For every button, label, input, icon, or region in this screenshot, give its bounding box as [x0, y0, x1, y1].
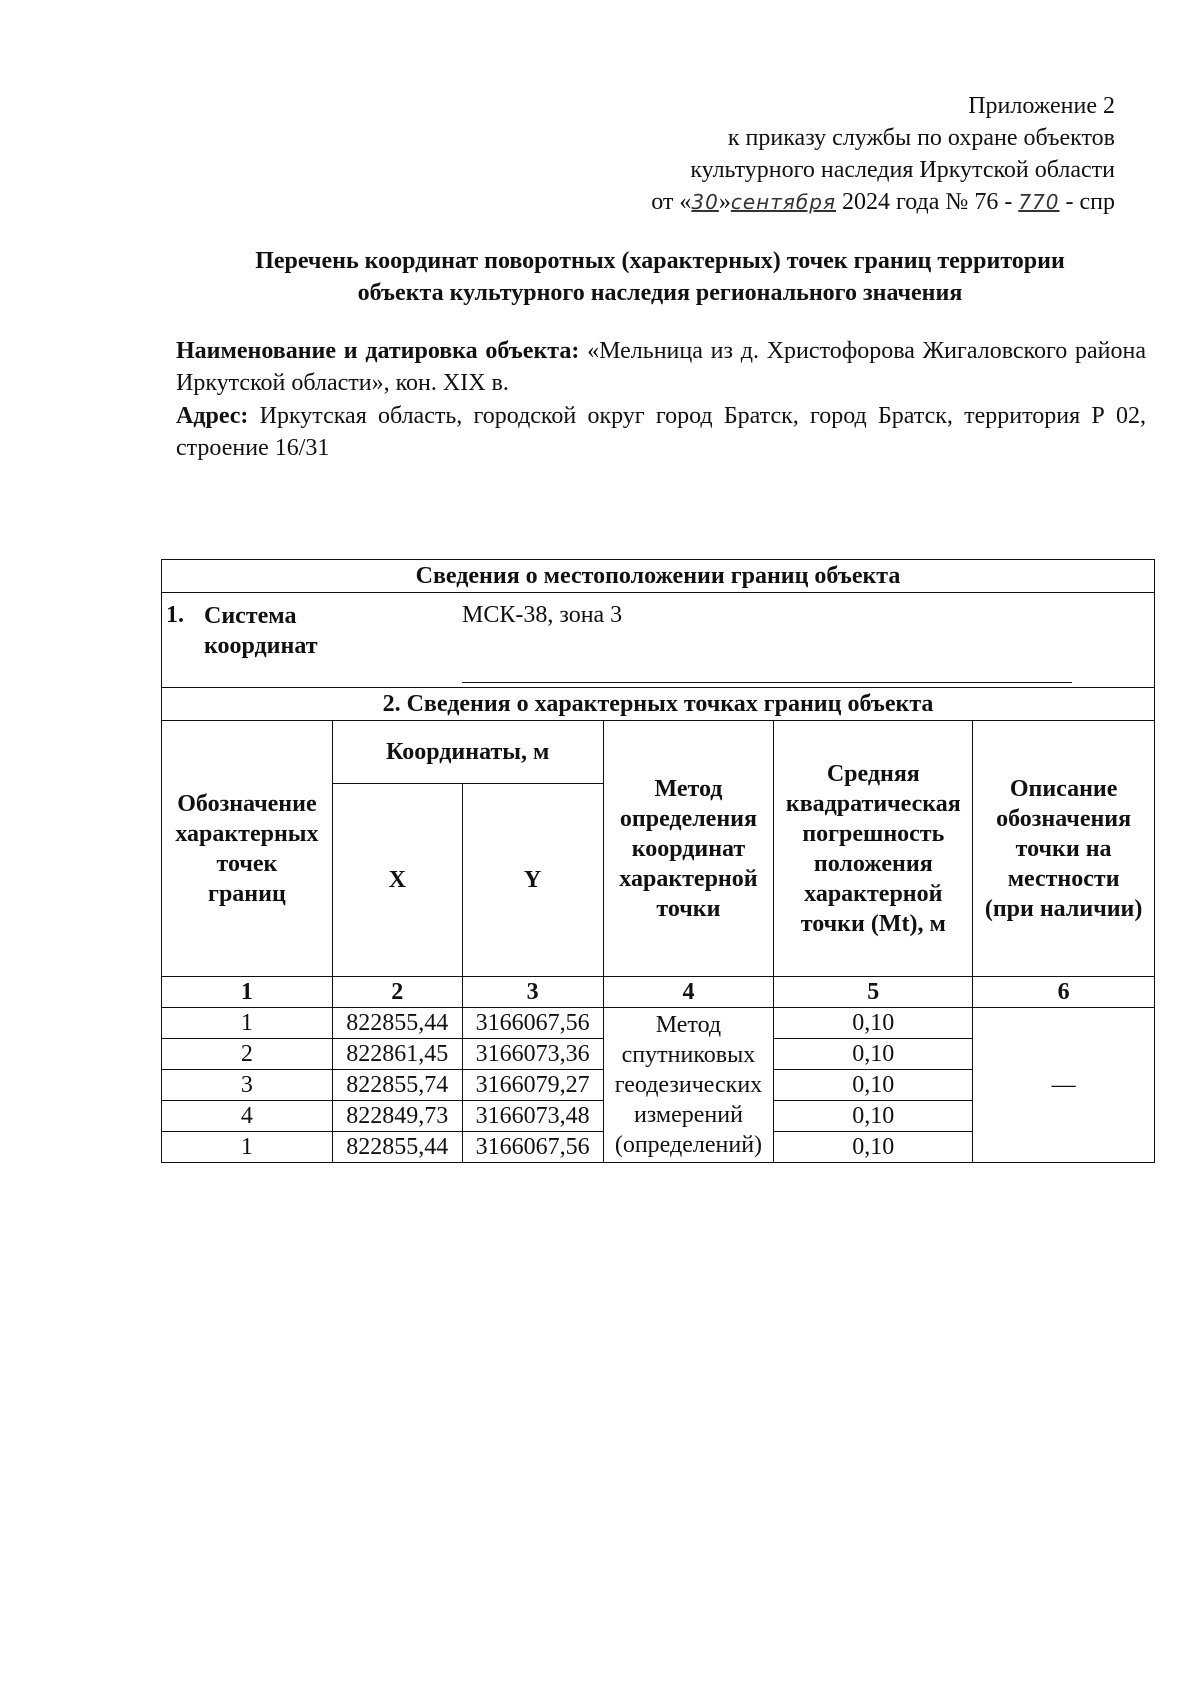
- point-y: 3166079,27: [462, 1070, 603, 1101]
- year-and-number-prefix: 2024 года № 76 -: [836, 189, 1019, 215]
- point-x: 822849,73: [332, 1101, 462, 1132]
- column-number: 3: [462, 977, 603, 1008]
- point-designation: 3: [162, 1070, 333, 1101]
- header-designation-line: Обозначение: [177, 790, 317, 817]
- header-method-line: координат: [631, 835, 746, 862]
- header-description: [973, 721, 1155, 977]
- point-designation: 1: [162, 1132, 333, 1163]
- header-method: [603, 721, 774, 977]
- point-designation: 1: [162, 1008, 333, 1039]
- handwritten-month: сентября: [730, 190, 836, 214]
- header-description-line: точки на: [1015, 835, 1112, 862]
- header-error-line: точки (Mt), м: [800, 910, 946, 937]
- column-number: 1: [162, 977, 333, 1008]
- header-y: Y: [462, 784, 603, 977]
- point-mt: 0,10: [774, 1008, 973, 1039]
- title-line-1: Перечень координат поворотных (характерных) точек границ территории: [255, 248, 1065, 274]
- coordinate-system-label-1: Система: [204, 603, 297, 629]
- authority-line: культурного наследия Иркутской области: [690, 157, 1115, 183]
- header-description-line: обозначения: [996, 805, 1132, 832]
- method-line: (определений): [614, 1132, 763, 1158]
- header-designation-line: границ: [208, 880, 286, 907]
- appendix-header: [415, 90, 1115, 218]
- header-coordinates: Координаты, м: [332, 721, 603, 784]
- point-y: 3166073,48: [462, 1101, 603, 1132]
- date-quote-close: »: [718, 189, 731, 215]
- coordinate-system-number: 1.: [166, 602, 184, 628]
- header-method-line: точки: [656, 895, 721, 922]
- header-designation-line: характерных: [175, 820, 319, 847]
- handwritten-order-number: 770: [1018, 190, 1060, 214]
- column-number: 4: [603, 977, 774, 1008]
- coordinate-system-cell: [162, 593, 1155, 688]
- order-reference-line: к приказу службы по охране объектов: [727, 125, 1115, 151]
- object-name-paragraph: [176, 335, 1146, 399]
- method-cell: [603, 1008, 774, 1163]
- header-x: X: [332, 784, 462, 977]
- point-x: 822861,45: [332, 1039, 462, 1070]
- header-method-line: Метод: [654, 775, 723, 802]
- header-description-line: (при наличии): [984, 895, 1143, 922]
- coordinate-system-label-2: координат: [204, 633, 318, 659]
- point-mt: 0,10: [774, 1101, 973, 1132]
- order-suffix: - спр: [1059, 189, 1115, 215]
- point-designation: 4: [162, 1101, 333, 1132]
- order-date-line: [415, 186, 1115, 218]
- point-x: 822855,44: [332, 1132, 462, 1163]
- point-x: 822855,74: [332, 1070, 462, 1101]
- object-address-value: Иркутская область, городской округ город Братск, город Братск, территория Р 02, строение 16/31: [176, 403, 1146, 461]
- point-mt: 0,10: [774, 1039, 973, 1070]
- header-method-line: характерной: [619, 865, 758, 892]
- column-number: 2: [332, 977, 462, 1008]
- section-1-title: Сведения о местоположении границ объекта: [162, 560, 1155, 593]
- point-y: 3166067,56: [462, 1132, 603, 1163]
- header-error-line: характерной: [804, 880, 943, 907]
- method-line: Метод: [655, 1012, 722, 1038]
- object-name-value: «Мельница из д. Христофорова Жигаловского района Иркутской области», кон. XIX в.: [176, 338, 1146, 396]
- method-line: геодезических: [614, 1072, 763, 1098]
- header-error-line: Средняя: [826, 760, 920, 787]
- header-error-line: квадратическая: [785, 790, 961, 817]
- column-number: 6: [973, 977, 1155, 1008]
- object-address-label: Адрес:: [176, 403, 249, 429]
- date-prefix: от «: [651, 189, 692, 215]
- point-x: 822855,44: [332, 1008, 462, 1039]
- coordinate-system-label: [204, 601, 318, 661]
- column-number: 5: [774, 977, 973, 1008]
- header-method-line: определения: [619, 805, 757, 832]
- point-mt: 0,10: [774, 1132, 973, 1163]
- document-title: [170, 245, 1150, 309]
- header-error-line: погрешность: [802, 820, 945, 847]
- method-line: измерений: [633, 1102, 743, 1128]
- point-y: 3166067,56: [462, 1008, 603, 1039]
- header-error: [774, 721, 973, 977]
- coordinate-system-value: МСК-38, зона 3: [462, 602, 623, 628]
- object-address-paragraph: [176, 400, 1146, 464]
- point-mt: 0,10: [774, 1070, 973, 1101]
- header-designation: [162, 721, 333, 977]
- method-line: спутниковых: [621, 1042, 756, 1068]
- coordinate-system-underline: [462, 682, 1072, 683]
- point-designation: 2: [162, 1039, 333, 1070]
- header-description-line: местности: [1007, 865, 1120, 892]
- section-2-title: 2. Сведения о характерных точках границ объекта: [162, 688, 1155, 721]
- header-error-line: положения: [813, 850, 933, 877]
- appendix-number: Приложение 2: [968, 93, 1115, 119]
- point-y: 3166073,36: [462, 1039, 603, 1070]
- object-name-label: Наименование и датировка объекта:: [176, 338, 580, 364]
- table-row: [162, 1008, 1155, 1039]
- description-cell: —: [973, 1008, 1155, 1163]
- boundary-table: [161, 559, 1155, 1163]
- header-description-line: Описание: [1009, 775, 1118, 802]
- header-designation-line: точек: [216, 850, 278, 877]
- handwritten-day: 30: [691, 190, 719, 214]
- title-line-2: объекта культурного наследия регионального значения: [357, 280, 963, 306]
